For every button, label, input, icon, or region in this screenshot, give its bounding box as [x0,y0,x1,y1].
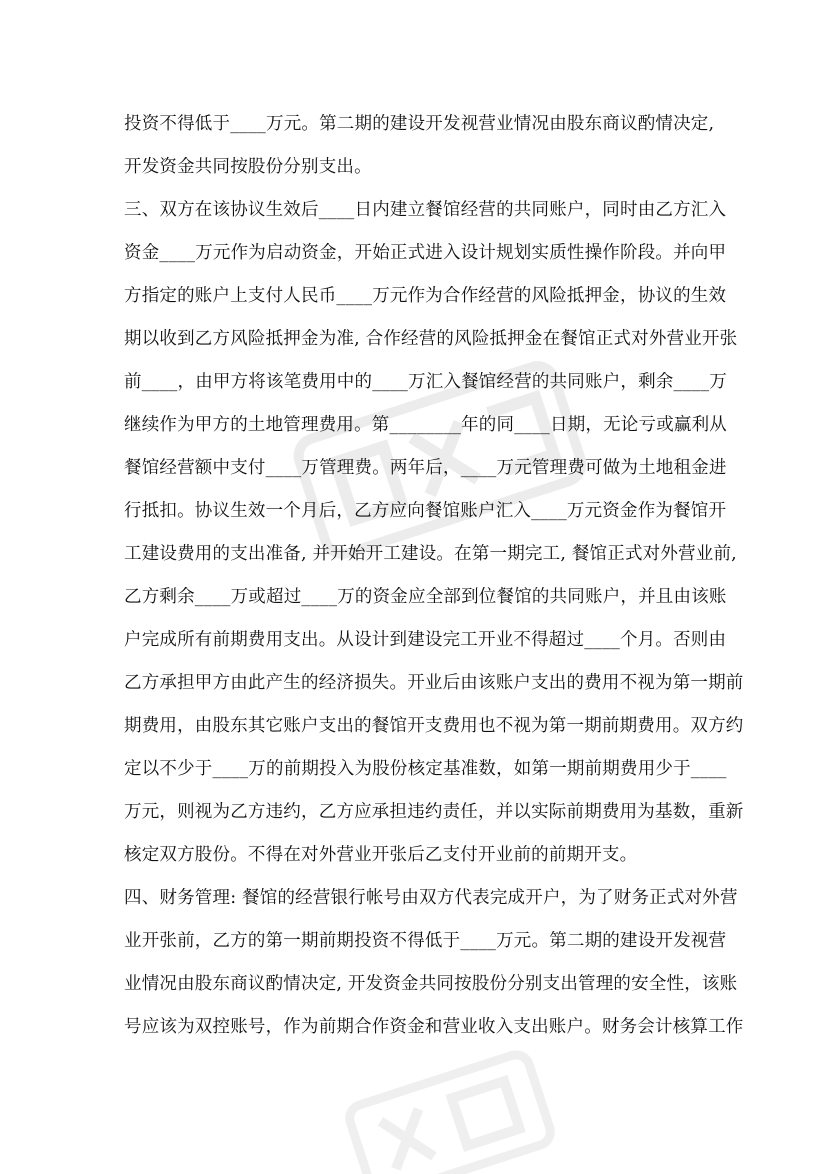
text-line: 乙方剩余____万或超过____万的资金应全部到位餐馆的共同账户，并且由该账 [124,587,727,607]
text-line: 四、财务管理: 餐馆的经营银行帐号由双方代表完成开户，为了财务正式对外营 [124,888,738,908]
text-line: 定以不少于____万的前期投入为股份核定基准数，如第一期前期费用少于____ [124,759,727,779]
text-line: 行抵扣。协议生效一个月后，乙方应向餐馆账户汇入____万元资金作为餐馆开 [124,501,727,521]
text-line: 资金____万元作为启动资金，开始正式进入设计规划实质性操作阶段。并向甲 [124,243,727,263]
text-line: 方指定的账户上支付人民币____万元作为合作经营的风险抵押金，协议的生效 [124,286,727,306]
text-line: 三、双方在该协议生效后____日内建立餐馆经营的共同账户，同时由乙方汇入 [124,200,727,220]
text-line: 餐馆经营额中支付____万管理费。两年后，____万元管理费可做为土地租金进 [124,458,727,478]
text-line: 投资不得低于____万元。第二期的建设开发视营业情况由股东商议酌情决定, [124,114,715,134]
text-line: 期费用，由股东其它账户支出的餐馆开支费用也不视为第一期前期费用。双方约 [124,716,744,736]
text-line: 业情况由股东商议酌情决定, 开发资金共同按股份分别支出管理的安全性，该账 [124,974,738,994]
text-line: 户完成所有前期费用支出。从设计到建设完工开业不得超过____个月。否则由 [124,630,727,650]
text-line: 万元，则视为乙方违约，乙方应承担违约责任，并以实际前期费用为基数，重新 [124,802,744,822]
text-line: 核定双方股份。不得在对外营业开张后乙支付开业前的前期开支。 [124,845,638,865]
text-line: 工建设费用的支出准备, 并开始开工建设。在第一期完工, 餐馆正式对外营业前, [124,544,737,564]
text-line: 业开张前，乙方的第一期前期投资不得低于____万元。第二期的建设开发视营 [124,931,727,951]
text-line: 乙方承担甲方由此产生的经济损失。开业后由该账户支出的费用不视为第一期前 [124,673,744,693]
text-line: 继续作为甲方的土地管理费用。第________年的同____日期，无论亏或赢利从 [124,415,727,435]
text-line: 开发资金共同按股份分别支出。 [124,157,372,177]
watermark-logo-bottom [338,1042,562,1174]
text-line: 期以收到乙方风险抵押金为准, 合作经营的风险抵押金在餐馆正式对外营业开张 [124,329,738,349]
text-line: 前____，由甲方将该笔费用中的____万汇入餐馆经营的共同账户，剩余____万 [124,372,727,392]
text-line: 号应该为双控账号，作为前期合作资金和营业收入支出账户。财务会计核算工作 [124,1017,744,1037]
